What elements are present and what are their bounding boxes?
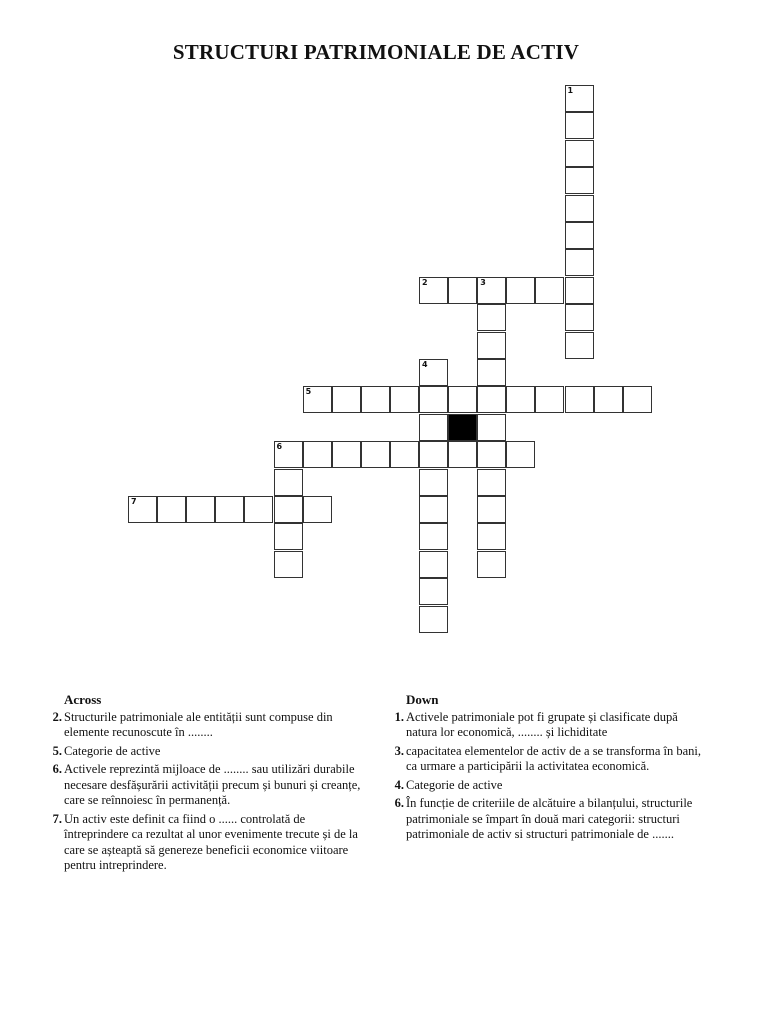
clue-across-5 <box>46 744 362 760</box>
crossword-cell[interactable] <box>477 332 506 359</box>
crossword-cell[interactable] <box>274 523 303 550</box>
crossword-cell[interactable] <box>274 496 303 523</box>
clue-across-7 <box>46 812 362 874</box>
cell-number: 7 <box>131 497 137 506</box>
crossword-cell[interactable] <box>419 606 448 633</box>
clue-across-6 <box>46 762 362 809</box>
crossword-cell[interactable] <box>274 469 303 496</box>
crossword-cell[interactable] <box>477 469 506 496</box>
crossword-cell[interactable] <box>477 551 506 578</box>
cell-number: 5 <box>305 387 312 397</box>
crossword-cell[interactable] <box>506 441 535 468</box>
crossword-cell[interactable] <box>565 277 594 304</box>
crossword-cell[interactable] <box>419 496 448 523</box>
clue-text: Activele patrimoniale pot fi grupate și clasificate după natura lor economică, ........ și lichiditate <box>406 709 678 739</box>
crossword-cell[interactable] <box>332 441 361 468</box>
crossword-cell[interactable] <box>477 304 506 331</box>
crossword-cell[interactable] <box>448 386 477 413</box>
clue-number: 6. <box>394 796 404 810</box>
crossword-cell[interactable] <box>390 386 419 413</box>
crossword-cell[interactable] <box>419 551 448 578</box>
clue-number: 2. <box>52 709 62 724</box>
crossword-cell[interactable] <box>419 469 448 496</box>
crossword-black-cell <box>448 414 477 441</box>
crossword-cell[interactable] <box>244 496 273 523</box>
clue-down-3 <box>388 744 704 775</box>
crossword-cell[interactable] <box>448 277 477 304</box>
page-title: STRUCTURI PATRIMONIALE DE ACTIV <box>172 40 580 64</box>
crossword-cell[interactable] <box>535 277 564 304</box>
clue-text: Activele reprezintă mijloace de ........ sau utilizări durabile necesare desfășurării activității precum și bunuri și creanțe, care se reînnoiesc în permanență. <box>64 762 361 807</box>
crossword-cell[interactable] <box>594 386 623 413</box>
crossword-cell[interactable] <box>565 249 594 276</box>
clue-number: 6. <box>52 762 62 776</box>
crossword-cell[interactable] <box>215 496 244 523</box>
clue-down-6 <box>388 796 704 843</box>
across-heading: Across <box>64 692 102 707</box>
crossword-cell[interactable] <box>303 441 332 468</box>
crossword-cell[interactable] <box>477 523 506 550</box>
crossword-cell[interactable] <box>361 386 390 413</box>
crossword-cell[interactable] <box>419 386 448 413</box>
crossword-cell[interactable] <box>623 386 652 413</box>
crossword-cell[interactable] <box>419 578 448 605</box>
clue-number: 7. <box>52 811 62 826</box>
crossword-cell[interactable] <box>506 277 535 304</box>
crossword-cell[interactable] <box>477 441 506 468</box>
crossword-cell[interactable] <box>419 441 448 468</box>
cell-number: 1 <box>567 86 574 95</box>
cell-number: 6 <box>276 442 283 452</box>
crossword-cell[interactable] <box>565 140 594 167</box>
clue-across-2 <box>46 710 362 741</box>
crossword-cell[interactable] <box>332 386 361 413</box>
clue-text: În funcție de criteriile de alcătuire a bilanțului, structurile patrimoniale se împart în două mari categorii: structuri patrimoniale de activ si structuri patrimoniale de ....... <box>406 796 693 841</box>
crossword-cell[interactable] <box>565 304 594 331</box>
across-clues <box>46 692 362 877</box>
down-heading: Down <box>406 692 439 707</box>
crossword-cell[interactable] <box>506 386 535 413</box>
crossword-cell[interactable] <box>303 496 332 523</box>
clue-number: 1. <box>394 709 404 724</box>
crossword-cell[interactable] <box>419 523 448 550</box>
clue-down-4 <box>388 778 704 794</box>
clue-text: Categorie de active <box>406 777 503 792</box>
crossword-cell[interactable] <box>186 496 215 523</box>
clue-text: Structurile patrimoniale ale entității sunt compuse din elemente recunoscute în ........ <box>64 709 333 739</box>
clue-number: 5. <box>52 743 62 758</box>
clue-text: capacitatea elementelor de activ de a se transforma în bani, ca urmare a participării la activitatea economică. <box>406 743 701 773</box>
crossword-cell[interactable] <box>477 414 506 441</box>
cell-number: 3 <box>480 277 486 287</box>
crossword-cell[interactable] <box>477 386 506 413</box>
crossword-cell[interactable] <box>565 167 594 194</box>
cell-number: 2 <box>422 277 428 287</box>
crossword-cell[interactable] <box>157 496 186 523</box>
clue-text: Categorie de active <box>64 743 161 758</box>
crossword-cell[interactable] <box>448 441 477 468</box>
clue-number: 3. <box>394 743 404 758</box>
crossword-cell[interactable] <box>274 551 303 578</box>
clue-down-1 <box>388 710 704 741</box>
crossword-cell[interactable] <box>477 359 506 386</box>
down-clues <box>388 692 704 846</box>
clue-number: 4. <box>394 777 404 792</box>
crossword-cell[interactable] <box>565 112 594 139</box>
clue-text: Un activ este definit ca fiind o ...... controlată de întreprindere ca rezultat al unor evenimente trecute și de la care se așteaptă să genereze beneficii economice viitoare pentru intreprindere. <box>64 811 358 872</box>
crossword-cell[interactable] <box>535 386 564 413</box>
crossword-cell[interactable] <box>390 441 419 468</box>
crossword-cell[interactable] <box>565 195 594 222</box>
crossword-cell[interactable] <box>565 332 594 359</box>
crossword-cell[interactable] <box>477 496 506 523</box>
crossword-cell[interactable] <box>361 441 390 468</box>
cell-number: 4 <box>422 360 428 369</box>
crossword-cell[interactable] <box>565 222 594 249</box>
crossword-cell[interactable] <box>419 414 448 441</box>
crossword-cell[interactable] <box>565 386 594 413</box>
